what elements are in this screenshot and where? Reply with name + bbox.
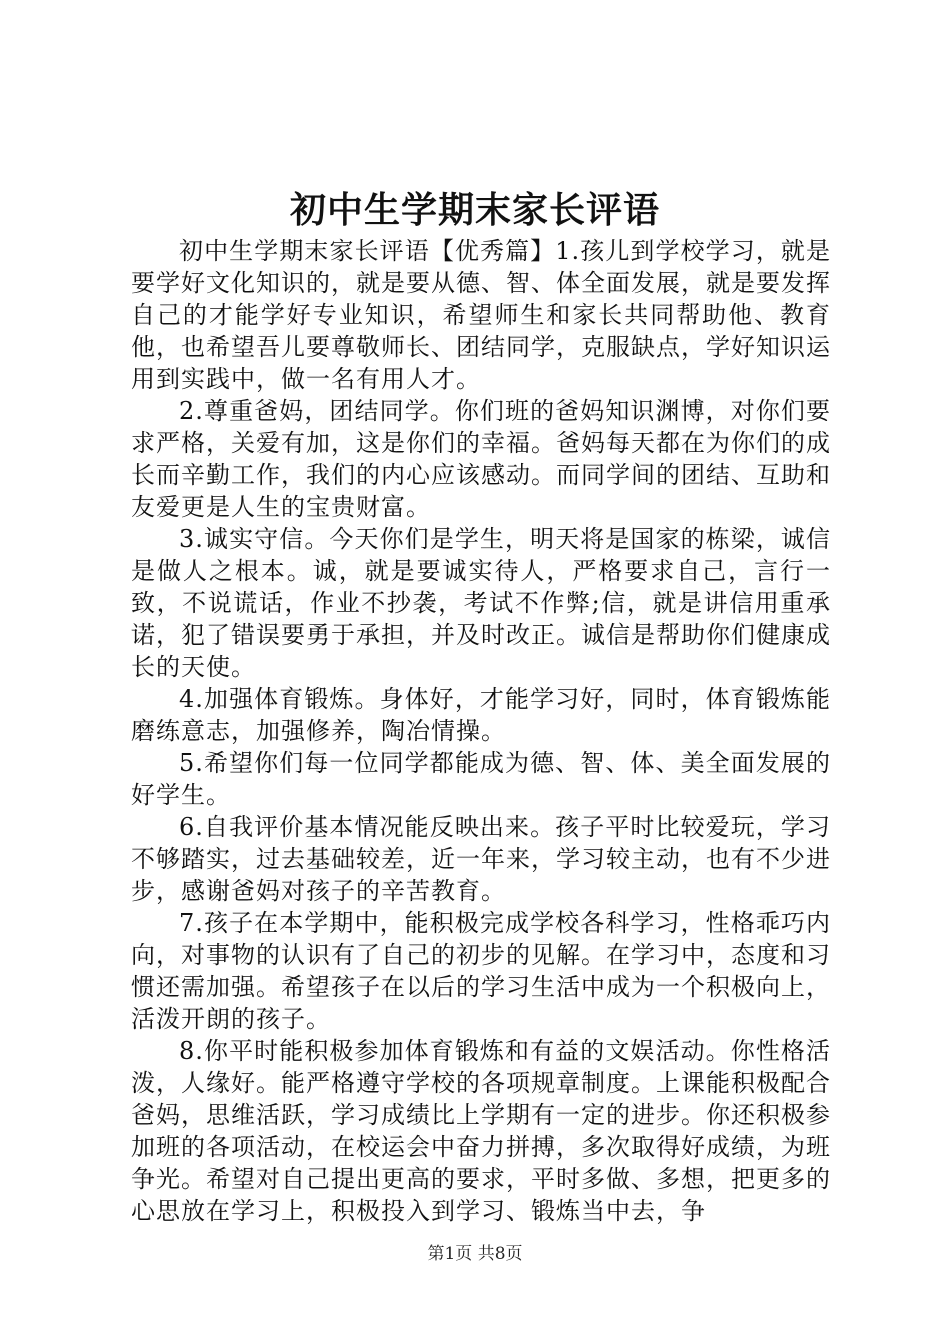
document-body bbox=[131, 235, 831, 1227]
paragraph-4: 4.加强体育锻炼。身体好，才能学习好，同时，体育锻炼能磨练意志，加强修养，陶冶情操。 bbox=[131, 685, 831, 745]
paragraph-5: 5.希望你们每一位同学都能成为德、智、体、美全面发展的好学生。 bbox=[131, 749, 831, 809]
paragraph-8: 8.你平时能积极参加体育锻炼和有益的文娱活动。你性格活泼，人缘好。能严格遵守学校的各项规章制度。上课能积极配合爸妈，思维活跃，学习成绩比上学期有一定的进步。你还积极参加班的各项活动，在校运会中奋力拼搏，多次取得好成绩，为班争光。希望对自己提出更高的要求，平时多做、多想，把更多的心思放在学习上，积极投入到学习、锻炼当中去，争 bbox=[131, 1037, 831, 1225]
page-footer: 第1页 共8页 bbox=[427, 1244, 523, 1264]
paragraph-3: 3.诚实守信。今天你们是学生，明天将是国家的栋梁，诚信是做人之根本。诚，就是要诚实待人，严格要求自己，言行一致，不说谎话，作业不抄袭，考试不作弊;信，就是讲信用重承诺，犯了错误要勇于承担，并及时改正。诚信是帮助你们健康成长的天使。 bbox=[131, 525, 831, 681]
paragraph-1: 初中生学期末家长评语【优秀篇】1.孩儿到学校学习，就是要学好文化知识的，就是要从德、智、体全面发展，就是要发挥自己的才能学好专业知识，希望师生和家长共同帮助他、教育他，也希望吾儿要尊敬师长、团结同学，克服缺点，学好知识运用到实践中，做一名有用人才。 bbox=[131, 237, 831, 393]
document-title: 初中生学期末家长评语 bbox=[289, 189, 660, 231]
paragraph-7: 7.孩子在本学期中，能积极完成学校各科学习，性格乖巧内向，对事物的认识有了自己的初步的见解。在学习中，态度和习惯还需加强。希望孩子在以后的学习生活中成为一个积极向上，活泼开朗的孩子。 bbox=[131, 909, 831, 1033]
paragraph-6: 6.自我评价基本情况能反映出来。孩子平时比较爱玩，学习不够踏实，过去基础较差，近一年来，学习较主动，也有不少进步，感谢爸妈对孩子的辛苦教育。 bbox=[131, 813, 831, 905]
paragraph-2: 2.尊重爸妈，团结同学。你们班的爸妈知识渊博，对你们要求严格，关爱有加，这是你们的幸福。爸妈每天都在为你们的成长而辛勤工作，我们的内心应该感动。而同学间的团结、互助和友爱更是人生的宝贵财富。 bbox=[131, 397, 831, 521]
